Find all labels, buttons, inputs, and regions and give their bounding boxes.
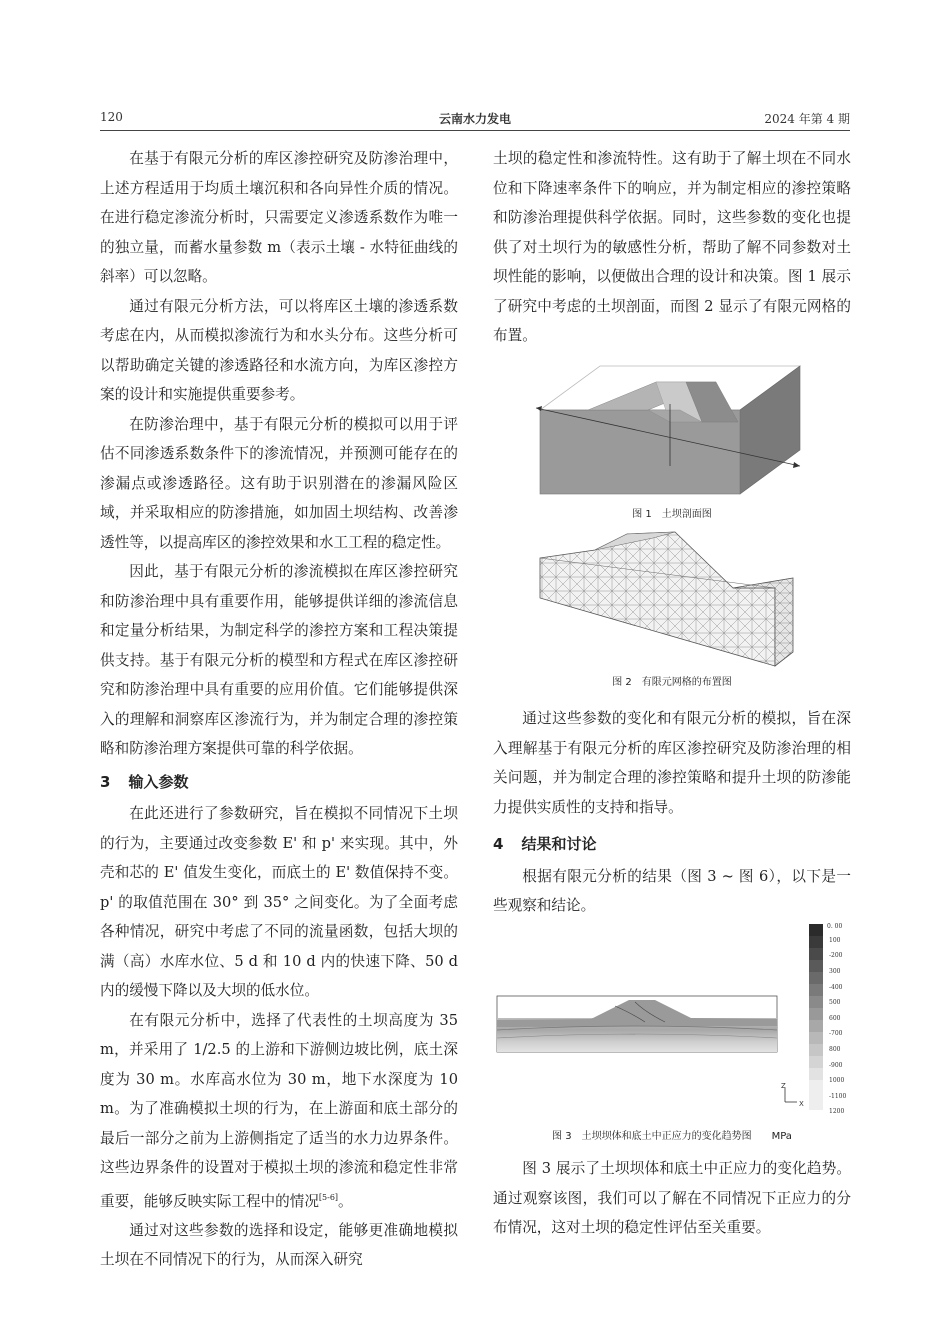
paragraph: 通过这些参数的变化和有限元分析的模拟，旨在深入理解基于有限元分析的库区渗控研究及防渗治理的相关问题，并为制定合理的渗控策略和提升土坝的防渗能力提供实质性的支持和指导。 [493,710,851,816]
legend-label: 100 [829,937,841,944]
paragraph: 在基于有限元分析的库区渗控研究及防渗治理中，上述方程适用于均质土壤沉积和各向异性介质的情况。在进行稳定渗流分析时，只需要定义渗透系数作为唯一的独立量，而蓄水量参数 m（表示土壤 - 水特征曲线的斜率）可以忽略。 [100,150,458,285]
page-number: 120 [100,110,123,124]
paragraph: 土坝的稳定性和渗流特性。这有助于了解土坝在不同水位和下降速率条件下的响应，并为制定相应的渗控策略和防渗治理提供科学依据。同时，这些参数的变化也提供了对土坝行为的敏感性分析，帮助了解不同参数对土坝性能的影响，以便做出合理的设计和决策。图 1 展示了研究中考虑的土坝剖面，而图 2 显示了有限元网格的布置。 [493,150,851,344]
legend-label: -200 [829,952,843,959]
section-number: 3 [100,772,111,791]
axis-x-label: X [799,1100,804,1108]
fem-mesh-3d [535,528,815,668]
figure-3-caption: 图 3 土坝坝体和底土中正应力的变化趋势图 MPa [552,1131,792,1142]
stress-contour-plot [495,922,855,1122]
section-number: 4 [493,835,504,853]
right-column-end [493,1154,851,1243]
legend-label: 1000 [829,1077,845,1084]
axis-z-label: Z [781,1082,786,1090]
citation: [5-6] [318,1192,339,1202]
legend-label: 1200 [829,1108,845,1115]
paragraph: 通过对这些参数的选择和设定，能够更准确地模拟土坝在不同情况下的行为，从而深入研究 [100,1221,458,1269]
legend-label: 300 [829,968,841,975]
paragraph: 在此还进行了参数研究，旨在模拟不同情况下土坝的行为，主要通过改变参数 E' 和 p' 来实现。其中，外壳和芯的 E' 值发生变化，而底土的 E' 数值保持不变。p' 的取值范围在 30° 到 35° 之间变化。为了全面考虑各种情况，研究中考虑了不同的流量函数，包括大坝的满（高）水库水位、5 d 和 10 d 内的快速下降、50 d 内的缓慢下降以及大坝的低水位。 [100,805,458,999]
issue-label: 2024 年第 4 期 [764,112,850,126]
paragraph [100,1006,458,1216]
legend-colorbar [809,924,823,1110]
paragraph: 在防渗治理中，基于有限元分析的模拟可以用于评估不同渗透系数条件下的渗流情况，并预测可能存在的渗漏点或渗透路径。这有助于识别潜在的渗漏风险区域，并采取相应的防渗措施，如加固土坝结构、改善渗透性等，以提高库区的渗控效果和水工工程的稳定性。 [100,415,458,551]
figure-2-fem-mesh [535,528,815,668]
paragraph: 因此，基于有限元分析的渗流模拟在库区渗控研究和防渗治理中具有重要作用，能够提供详细的渗流信息和定量分析结果，为制定科学的渗控方案和工程决策提供支持。基于有限元分析的模型和方程式在库区渗控研究和防渗治理中具有重要的应用价值。它们能够提供深入的理解和洞察库区渗流行为，并为制定合理的渗控策略和防渗治理方案提供可靠的科学依据。 [100,563,458,757]
paragraph: 通过有限元分析方法，可以将库区土壤的渗透系数考虑在内，从而模拟渗流行为和水头分布。这些分析可以帮助确定关键的渗透路径和水流方向，为库区渗控方案的设计和实施提供重要参考。 [100,297,458,403]
journal-name: 云南水力发电 [438,112,511,126]
legend-label: -400 [829,984,843,991]
header-rule [100,130,850,131]
figure-2-caption: 图 2 有限元网格的布置图 [612,677,732,688]
axis-triad [781,1082,804,1108]
legend-label: -900 [829,1062,843,1069]
right-column [493,144,851,351]
paragraph: 图 3 展示了土坝坝体和底土中正应力的变化趋势。通过观察该图，我们可以了解在不同情况下正应力的分布情况，这对土坝的稳定性评估至关重要。 [493,1160,851,1236]
legend-label: 800 [829,1046,841,1053]
figure-1-caption: 图 1 土坝剖面图 [632,509,712,520]
section-3-heading [100,768,458,798]
paragraph-end: 。 [338,1192,353,1210]
legend-label: 500 [829,999,841,1006]
dam-section-3d [530,362,820,502]
section-title: 结果和讨论 [521,835,597,853]
figure-1-dam-section [530,362,820,502]
paragraph-text: 在有限元分析中，选择了代表性的土坝高度为 35 m，并采用了 1/2.5 的上游和下游侧边坡比例，底土深度为 30 m。水库高水位为 30 m，地下水深度为 10 m。为了准确模拟土坝的行为，在上游面和底土部分的最后一部分之前为上游侧指定了适当的水力边界条件。这些边界条件的设置对于模拟土坝的渗流和稳定性非常重要，能够反映实际工程中的情况 [100,1011,458,1210]
left-column [100,144,458,1275]
section-4-heading [493,830,851,860]
legend-label: 600 [829,1015,841,1022]
legend-label: -1100 [829,1093,847,1100]
figure-3-stress [495,922,855,1122]
section-title: 输入参数 [128,772,189,791]
legend-label: 0. 00 [827,923,843,930]
right-column-continued [493,704,851,921]
paragraph: 根据有限元分析的结果（图 3 ~ 图 6），以下是一些观察和结论。 [493,867,851,914]
legend-label: -700 [829,1030,843,1037]
